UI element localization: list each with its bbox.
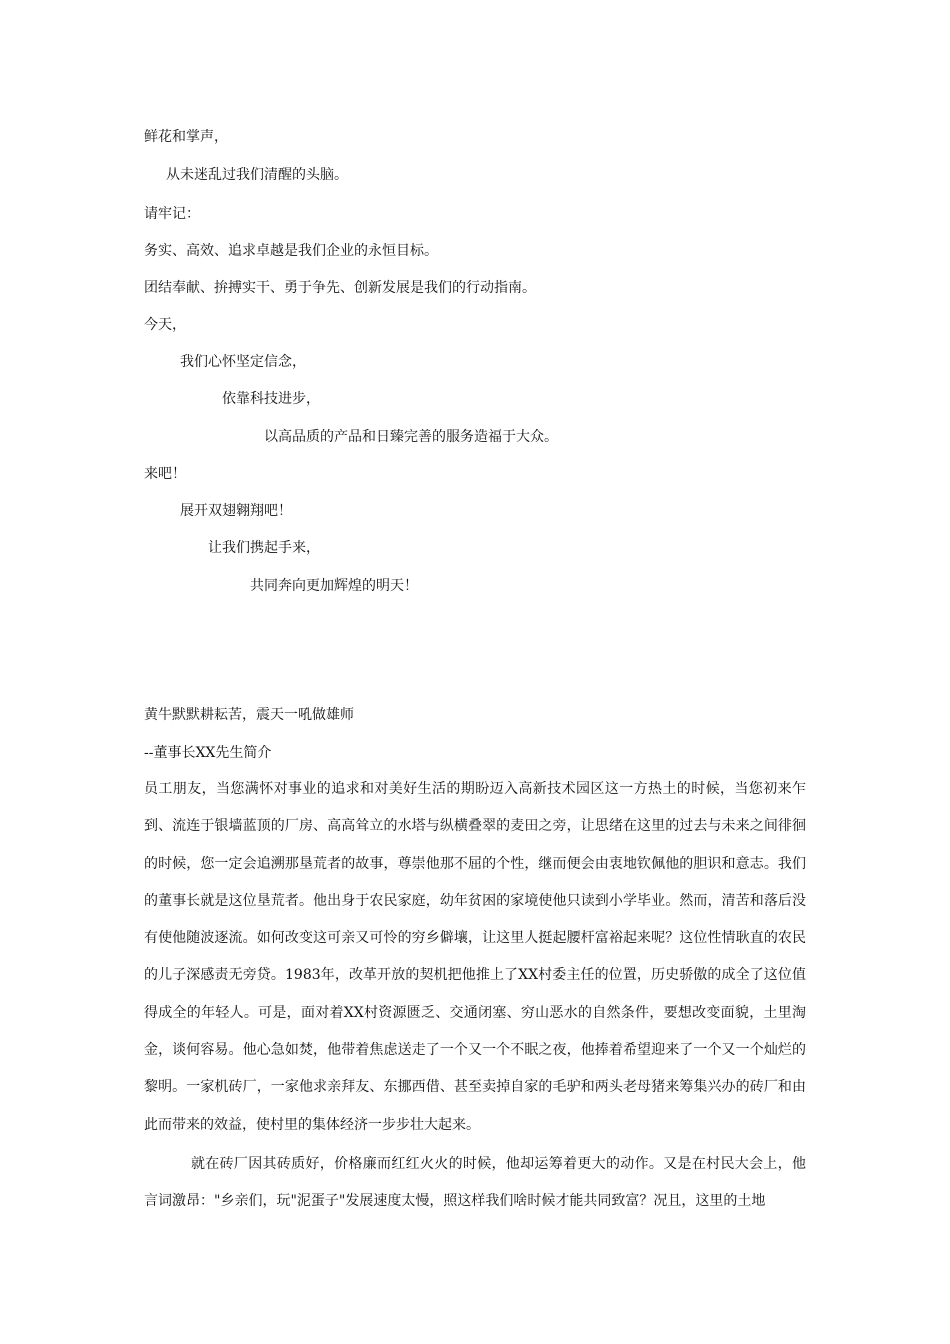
poem-line: 务实、高效、追求卓越是我们企业的永恒目标。 [144, 243, 438, 259]
article-paragraph: 员工朋友，当您满怀对事业的追求和对美好生活的期盼迈入高新技术园区这一方热土的时候，当您初来乍到、流连于银墙蓝顶的厂房、高高耸立的水塔与纵横叠翠的麦田之旁，让思绪在这里的过去与未来之间徘徊的时候，您一定会追溯那垦荒者的故事，尊崇他那不屈的个性，继而便会由衷地钦佩他的胆识和意志。我们的董事长就是这位垦荒者。他出身于农民家庭，幼年贫困的家境使他只读到小学毕业。然而，清苦和落后没有使他随波逐流。如何改变这可亲又可怜的穷乡僻壤，让这里人挺起腰杆富裕起来呢？这位性情耿直的农民的儿子深感责无旁贷。1983年，改革开放的契机把他推上了XX村委主任的位置，历史骄傲的成全了这位值得成全的年轻人。可是，面对着XX村资源匮乏、交通闭塞、穷山恶水的自然条件，要想改变面貌，土里淘金，谈何容易。他心急如焚，他带着焦虑送走了一个又一个不眠之夜，他捧着希望迎来了一个又一个灿烂的黎明。一家机砖厂，一家他求亲拜友、东挪西借、甚至卖掉自家的毛驴和两头老母猪来筹集兴办的砖厂和由此而带来的效益，使村里的集体经济一步步壮大起来。 [144, 781, 806, 1133]
poem-line: 以高品质的产品和日臻完善的服务造福于大众。 [264, 429, 558, 445]
poem-line: 我们心怀坚定信念， [180, 354, 306, 370]
poem-line: 今天， [144, 317, 186, 333]
article-paragraph: 就在砖厂因其砖质好，价格廉而红红火火的时候，他却运筹着更大的动作。又是在村民大会上，他言词激昂："乡亲们，玩"泥蛋子"发展速度太慢，照这样我们啥时候才能共同致富？况且，这里的土地 [144, 1156, 806, 1210]
poem-line: 共同奔向更加辉煌的明天！ [250, 578, 418, 594]
poem-line: 团结奉献、拚搏实干、勇于争先、创新发展是我们的行动指南。 [144, 280, 536, 296]
poem-line: 展开双翅翱翔吧！ [180, 503, 292, 519]
poem-line: 依靠科技进步， [222, 391, 320, 407]
poem-line: 鲜花和掌声， [144, 129, 228, 145]
article-title: 黄牛默默耕耘苦，震天一吼做雄师 [144, 707, 354, 723]
poem-line: 让我们携起手来， [208, 540, 320, 556]
poem-line: 来吧！ [144, 466, 186, 482]
poem-line: 请牢记： [144, 206, 200, 222]
poem-line: 从未迷乱过我们清醒的头脑。 [166, 167, 348, 183]
article-subtitle: --董事长XX先生简介 [144, 745, 272, 761]
